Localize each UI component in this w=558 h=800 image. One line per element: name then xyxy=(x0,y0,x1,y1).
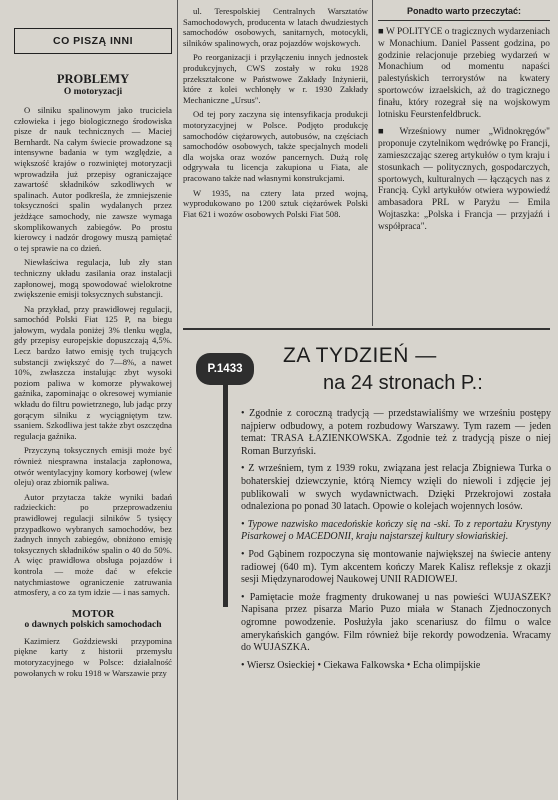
column-co-pisza-inni xyxy=(14,8,172,682)
paragraph: W 1935, na cztery lata przed wojną, wyprodukowano po 1200 sztuk ciężarówek Polski Fiat 621 i wozów osobowych Polski Fiat 508. xyxy=(183,187,368,219)
paragraph: Niewłaściwa regulacja, lub zły stan techniczny układu zasilania oraz instalacji zapłonowej, mogą spowodować wielokrotne zwiększenie emisji toksycznych substancji. xyxy=(14,257,172,300)
article-title: MOTOR xyxy=(71,607,115,620)
list-item: • Wiersz Osieckiej • Ciekawa Falkowska • Echa olimpijskie xyxy=(241,659,481,671)
list-item: • Zgodnie z coroczną tradycją — przedstawialiśmy we wrześniu postępy najpierw odbudowy, a potem rozbudowy Warszawy. Tym razem — jeden temat: TRASA ŁAZIENKOWSKA. Zgodnie też z tradycją pisze o niej Roman Burzyński. xyxy=(241,408,551,457)
article-title: PROBLEMY xyxy=(56,72,130,86)
paragraph: ■ W POLITYCE o tragicznych wydarzeniach w Monachium. Daniel Passent godzina, po godzinie relacjonuje przebieg wydarzeń w Monachium od momentu napaści palestyńskich terrorystów na kwatery sportowców izraelskich, aż do tragicznego finału, który rozegrał się na wojskowym lotnisku Feurstenfeldbruck. xyxy=(378,27,550,120)
paragraph: O silniku spalinowym jako truciciela człowieka i jego biologicznego środowiska pisze dr nauk technicznych — Maciej Bernhardt. Na całym świecie prowadzone są intensywne badania w tym względzie, a większość krajów o rozwiniętej motoryzacji wprowadziła już przepisy ograniczające zawartość składników szkodliwych w spalinach. Autor podkreśla, że zmniejszenie toksyczności spalin wydalanych przez jeżdżące samochody, nie zawsze wymaga skomplikowanych zabiegów. Po prostu kierowcy i nadzór drogowy muszą pamiętać o tej sprawie na co dzień. xyxy=(14,105,172,253)
paragraph: Od tej pory zaczyna się intensyfikacja produkcji motoryzacyjnej w Polsce. Podjęto produkcję samochodów ciężarowych, autobusów, na częściach samochodów osobowych, także specjalnych modeli dla wojska oraz wozów pancernych. Dużą rolę odgrywała tu licencja zakupiona u Fiata, ale pracowano także nad własnymi konstrukcjami. xyxy=(183,109,368,183)
next-week-subtitle: na 24 stronach P.: xyxy=(323,372,483,394)
column-ponadto xyxy=(378,6,550,240)
next-week-list xyxy=(241,408,551,677)
list-item: • Z wrześniem, tym z 1939 roku, związana jest relacja Zbigniewa Turka o bohaterskiej dziewczynie, którą Niemcy wzięli do niewoli i zdjęcie jej publikowali w swych wydawnictwach. Dzięki Przekrojowi została odnaleziona po ponad 30 latach. Opowie o kolejach wojennych losów. xyxy=(241,463,551,513)
paragraph: ul. Terespolskiej Centralnych Warsztatów Samochodowych, producenta w latach dwudziestych samochodów osobowych, sanitarnych, motocykli, silników spalinowych, oraz pojazdów wojskowych. xyxy=(183,6,368,48)
paragraph: ■ Wrześniowy numer „Widnokręgów" proponuje czytelnikom wędrówkę po Francji, zamieszczając szereg artykułów o tym kraju i stosunkach — politycznych, gospodarczych, sportowych, kulturalnych — łączących nas z Francją. Cykl artykułów otwiera wypowiedź ambasadora PRL w Paryżu — Emila Wojtaszka: „Polska i Francja — przyjaźń i współpraca". xyxy=(378,127,550,232)
column-middle xyxy=(183,6,368,223)
list-item: • Typowe nazwisko macedońskie kończy się na -ski. To z reportażu Krystyny Pisarkowej o MACEDONII, kraju najstarszej kultury słowiańskiej. xyxy=(241,518,551,543)
paragraph: Autor przytacza także wyniki badań radzieckich: po przeprowadzeniu prawidłowej regulacji silników 5 tysięcy przypadkowo wybranych samochodów, bez żadnych innych zabiegów, obniżono emisję toksycznych składników spalin o 40 do 50%. A więc prawidłowa obsługa pojazdów i kontrola — może dać w efekcie natychmiastowe ograniczenie zatruwania atmosfery, a co za tym idzie — i nas samych. xyxy=(14,491,172,598)
column-rule-right xyxy=(372,0,373,326)
column-rule-left xyxy=(177,0,178,800)
paragraph: Na przykład, przy prawidłowej regulacji, samochód Polski Fiat 125 P, na biegu jałowym, wydala poniżej 3% tlenku węgla, gdy przepisy europejskie dopuszczają 4,5%. Lecz bardzo łatwo emisję tych trujących substancji zwiększyć do 7—8%, a nawet 10%, zwłaszcza instalując zbyt wysoki poziom paliwa w komorze pływakowej gaźnika, zapominając o okresowej wymianie wkładu do filtru powietrznego, lub jadąc przy gorącym silniku z wyciągniętym tzw. ssaniem. Szkodliwa jest także zbyt oszczędna regulacja gaźnika. xyxy=(14,303,172,441)
list-item: • Pamiętacie może fragmenty drukowanej u nas powieści WUJASZEK? Napisana przez pisarza Mario Puzo miała w Stanach Zjednoczonych ogromne powodzenie. Posłużyła jako scenariusz do filmu o walce amerykańskich gangów. Film również bije rekordy powodzenia. Wracamy do WUJASZKA. xyxy=(241,591,551,654)
section-heading: Ponadto warto przeczytać: xyxy=(378,6,550,21)
paragraph: Przyczyną toksycznych emisji może być również niesprawna instalacja zapłonowa, otwór wentylacyjny komory korbowej (wlew oleju) oraz zbiornik paliwa. xyxy=(14,445,172,488)
paragraph: Kazimierz Goździewski przypomina piękne karty z historii przemysłu motoryzacyjnego w Polsce: działalność powołanych w roku 1918 w Warszawie przy xyxy=(14,635,172,678)
next-week-box xyxy=(183,330,555,800)
paragraph: Po reorganizacji i przyłączeniu innych jednostek produkcyjnych, CWS zostały w roku 1928 przekształcone w Państwowe Zakłady Inżynierii, które z kolei wchłonęły w r. 1930 Zakłady Mechaniczne „Ursus". xyxy=(183,52,368,105)
article-subtitle: O motoryzacji xyxy=(63,87,123,97)
list-item: • Pod Gąbinem rozpoczyna się montowanie największej na świecie anteny radiowej (640 m). Tym akcentem kończy Marek Kalisz refleksje z okazji sesji Międzynarodowej Naukowej UNII RADIOWEJ. xyxy=(241,548,551,586)
next-week-title: ZA TYDZIEŃ — xyxy=(283,344,437,367)
issue-label: P.1433 xyxy=(196,353,254,385)
article-subtitle: o dawnych polskich samochodach xyxy=(24,619,162,630)
label-stick xyxy=(223,385,228,607)
rubric-heading: CO PISZĄ INNI xyxy=(14,28,172,54)
